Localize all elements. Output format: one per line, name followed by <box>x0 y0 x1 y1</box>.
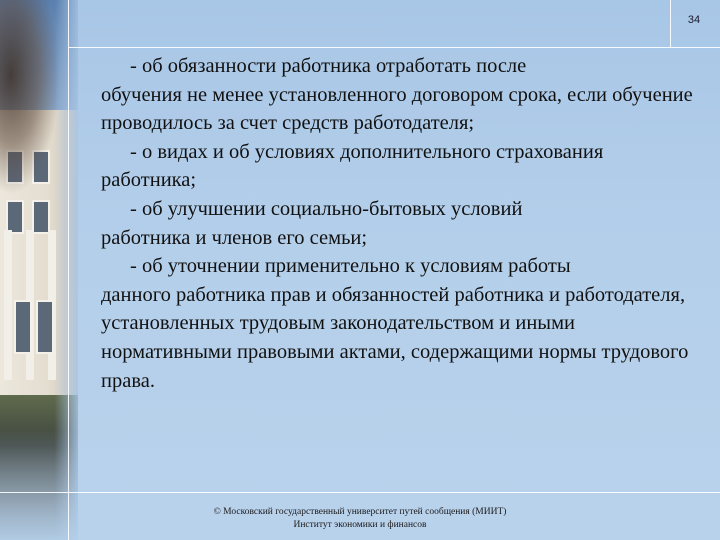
paragraph <box>101 138 701 195</box>
footer <box>160 506 560 532</box>
paragraph <box>101 52 701 138</box>
frame-bottom-line <box>0 492 720 493</box>
slide-number: 34 <box>687 14 701 26</box>
frame-top-line <box>68 47 720 48</box>
paragraph-continuation: данного работника прав и обязанностей работника и работодателя, установленных трудовым законодательством и иными нормативными правовыми актами, содержащими нормы трудового права. <box>101 283 689 392</box>
paragraph-first-line: - об уточнении применительно к условиям работы <box>130 255 571 278</box>
paragraph-continuation: обучения не менее установленного договором срока, если обучение проводилось за счет средств работодателя; <box>101 83 693 135</box>
footer-institute: Институт экономики и финансов <box>293 520 427 530</box>
paragraph-continuation: работника; <box>101 169 197 192</box>
paragraph-first-line: - об обязанности работника отработать после <box>130 55 527 77</box>
paragraph <box>101 195 701 252</box>
frame-corner-tick <box>670 0 671 48</box>
paragraph-first-line: - о видах и об условиях дополнительного страхования <box>130 140 604 163</box>
footer-university: © Московский государственный университет путей сообщения (МИИТ) <box>213 507 507 517</box>
building-photo <box>0 0 78 540</box>
slide-body <box>101 52 701 395</box>
frame-vertical-line <box>68 0 69 540</box>
paragraph-continuation: работника и членов его семьи; <box>101 226 368 249</box>
paragraph-first-line: - об улучшении социально-бытовых условий <box>130 197 523 220</box>
paragraph <box>101 252 701 395</box>
